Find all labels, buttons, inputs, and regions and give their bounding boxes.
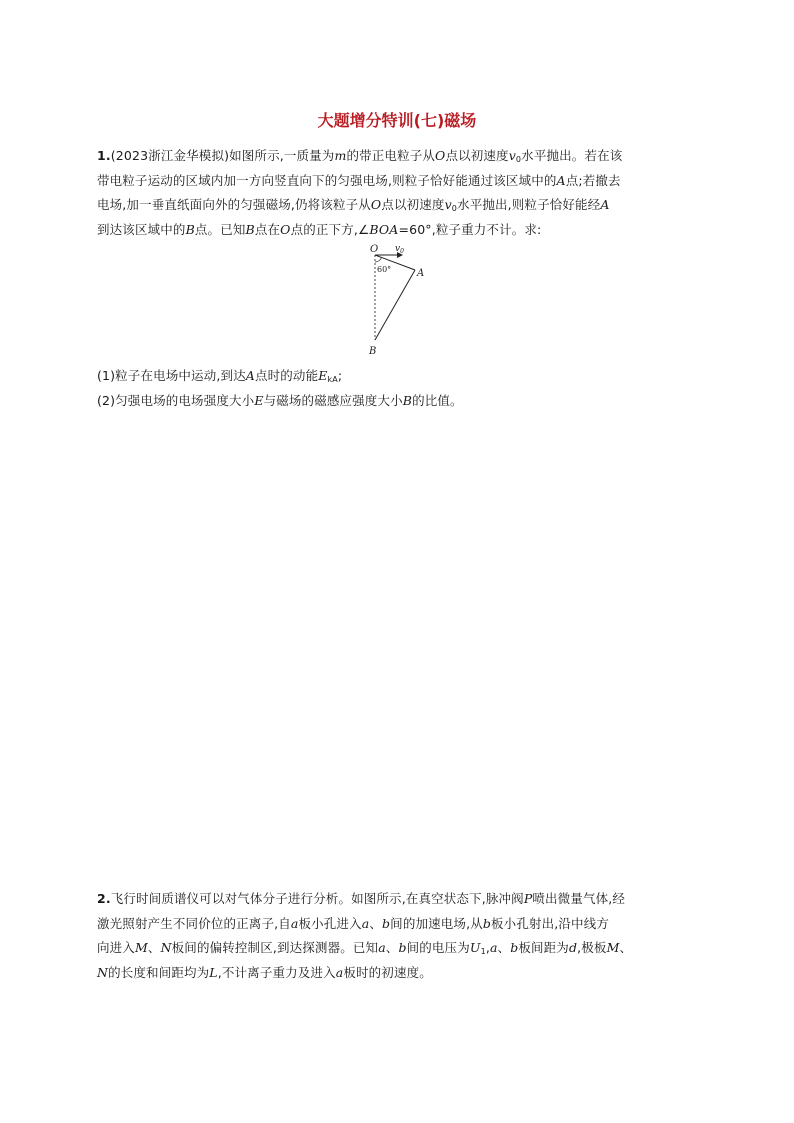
symbol-B: B — [185, 221, 195, 237]
label-A: A — [417, 268, 425, 279]
q1-part-1 — [97, 364, 701, 389]
symbol-a: a — [361, 915, 370, 931]
q2-text: 、 — [385, 940, 399, 955]
q2-text: 间的加速电场,从 — [390, 915, 483, 931]
q1-line-4 — [97, 218, 701, 243]
symbol-M: M — [134, 940, 148, 955]
q1-text: 电场,加一垂直纸面向外的匀强磁场,仍将该粒子从 — [97, 197, 371, 212]
q2-text: 板间距为 — [518, 940, 569, 955]
label-v0: $v_0$ — [395, 244, 404, 255]
part-text: 的比值。 — [412, 392, 463, 408]
q1-line-2 — [97, 169, 701, 194]
symbol-b: b — [398, 940, 407, 955]
q2-text: 、 — [619, 940, 633, 955]
q1-part-2 — [97, 389, 701, 414]
symbol-A: A — [245, 368, 255, 383]
q2-text: 向进入 — [97, 940, 135, 955]
question-2 — [97, 887, 701, 985]
label-angle: 60° — [377, 265, 392, 274]
q1-text: 点的正下方,∠ — [290, 221, 370, 237]
q2-text: 的长度和间距均为 — [108, 964, 210, 980]
symbol-v0: v — [444, 197, 452, 212]
q2-text: 板时的初速度。 — [343, 964, 432, 980]
q1-diagram — [360, 240, 430, 360]
q1-text: 点以初速度 — [445, 148, 509, 163]
q2-text: 板小孔射出,沿中线方 — [491, 915, 609, 931]
symbol-E: E — [318, 368, 328, 383]
symbol-N: N — [160, 940, 172, 955]
symbol-L: L — [209, 964, 218, 980]
symbol-b: b — [482, 915, 492, 931]
subscript: 0 — [451, 204, 458, 213]
q1-line-1 — [97, 144, 701, 169]
symbol-A: A — [556, 172, 566, 188]
q2-text: 喷出微量气体,经 — [532, 891, 626, 906]
part-text: 点时的动能 — [254, 368, 319, 383]
q1-text: 水平抛出,则粒子恰好能经 — [457, 197, 601, 212]
q1-text: (2023浙江金华模拟)如图所示,一质量为 — [110, 148, 335, 163]
q1-text: 的带正电粒子从 — [346, 148, 436, 163]
symbol-B: B — [245, 221, 255, 237]
subscript: 1 — [480, 947, 486, 956]
symbol-O: O — [280, 221, 291, 237]
symbol-O: O — [435, 148, 446, 163]
subscript: kA — [327, 375, 338, 384]
q2-text: 、 — [369, 915, 383, 931]
symbol-b: b — [510, 940, 519, 955]
symbol-BOA: BOA — [369, 221, 399, 237]
symbol-A: A — [600, 197, 610, 212]
q1-text: 点以初速度 — [381, 197, 445, 212]
symbol-b: b — [382, 915, 391, 931]
part-text: (2)匀强电场的电场强度大小 — [97, 392, 255, 408]
symbol-M: M — [606, 940, 620, 955]
q1-parts — [97, 364, 701, 413]
subscript: 0 — [515, 155, 522, 164]
q2-line-2 — [97, 912, 701, 937]
part-text: ; — [337, 368, 343, 383]
symbol-v0: v — [508, 148, 516, 163]
q2-text: ,极板 — [577, 940, 607, 955]
q1-number: 1. — [97, 148, 111, 163]
symbol-B: B — [402, 392, 413, 408]
q2-text: ,不计离子重力及进入 — [217, 964, 336, 980]
symbol-O: O — [370, 197, 382, 212]
q1-text: =60°,粒子重力不计。求: — [398, 221, 542, 237]
part-text: 与磁场的磁感应强度大小 — [263, 392, 403, 408]
q1-line-3 — [97, 193, 701, 218]
q2-text: , — [485, 940, 490, 955]
symbol-a: a — [290, 915, 299, 931]
q2-text: 间的电压为 — [406, 940, 470, 955]
symbol-N: N — [97, 964, 109, 980]
q2-line-3 — [97, 936, 701, 961]
symbol-P: P — [523, 891, 533, 906]
q2-text: 板小孔进入 — [298, 915, 362, 931]
question-1 — [97, 144, 701, 242]
q2-line-1 — [97, 887, 701, 912]
symbol-m: m — [334, 148, 347, 163]
symbol-E: E — [254, 392, 264, 408]
symbol-a: a — [489, 940, 498, 955]
q2-number: 2. — [97, 891, 111, 906]
q2-text: 激光照射产生不同价位的正离子,自 — [97, 915, 291, 931]
symbol-d: d — [568, 940, 578, 955]
q1-text: 带电粒子运动的区域内加一方向竖直向下的匀强电场,则粒子恰好能通过该区域中的 — [97, 172, 557, 188]
page-title: 大题增分特训(七)磁场 — [317, 111, 477, 130]
q2-text: 飞行时间质谱仪可以对气体分子进行分析。如图所示,在真空状态下,脉冲阀 — [110, 891, 524, 906]
q1-text: 点;若撤去 — [565, 172, 621, 188]
q1-text: 水平抛出。若在该 — [521, 148, 623, 163]
symbol-a: a — [378, 940, 386, 955]
q2-text: 、 — [147, 940, 161, 955]
line-AB — [375, 270, 415, 340]
label-O: O — [370, 244, 379, 255]
q2-text: 、 — [497, 940, 511, 955]
angle-arc — [375, 258, 382, 263]
symbol-U: U — [469, 940, 481, 955]
q2-text: 板间的偏转控制区,到达探测器。已知 — [171, 940, 379, 955]
part-text: (1)粒子在电场中运动,到达 — [97, 368, 246, 383]
q1-text: 点在 — [254, 221, 281, 237]
symbol-a: a — [335, 964, 344, 980]
q1-text: 到达该区域中的 — [97, 221, 186, 237]
label-B: B — [369, 346, 377, 357]
q1-text: 点。已知 — [194, 221, 246, 237]
q2-line-4 — [97, 961, 701, 986]
